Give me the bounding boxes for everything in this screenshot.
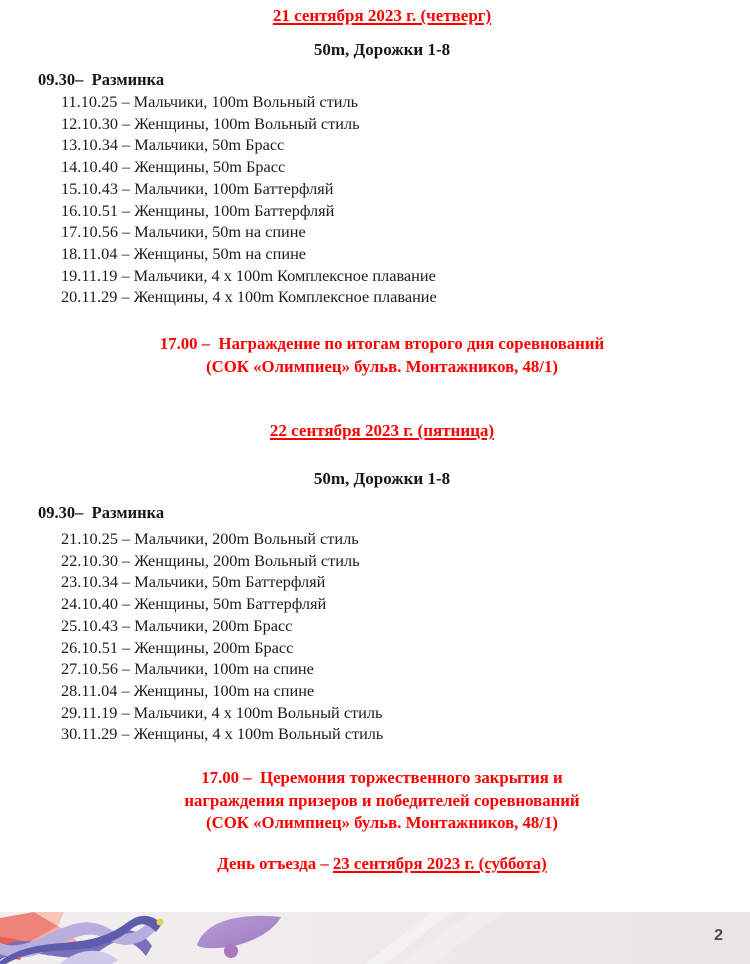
event-row: 27.10.56 – Мальчики, 100m на спине xyxy=(61,659,314,679)
ceremony-line: 17.00 – Церемония торжественного закрытия и xyxy=(201,768,563,787)
event-row: 13.10.34 – Мальчики, 50m Брасс xyxy=(61,135,285,155)
day1-warmup-line: 09.30– Разминка xyxy=(38,70,165,89)
footer-purple-dot xyxy=(224,944,238,958)
event-row: 11.10.25 – Мальчики, 100m Вольный стиль xyxy=(61,92,359,111)
event-row: 17.10.56 – Мальчики, 50m на спине xyxy=(61,222,306,242)
event-row: 14.10.40 – Женщины, 50m Брасс xyxy=(61,157,286,177)
event-row: 29.11.19 – Мальчики, 4 x 100m Вольный стиль xyxy=(61,702,383,722)
event-row: 25.10.43 – Мальчики, 200m Брасс xyxy=(61,615,293,635)
event-row: 26.10.51 – Женщины, 200m Брасс xyxy=(61,637,294,657)
day2-date-heading xyxy=(14,421,750,441)
footer-swirl-graphic xyxy=(0,912,750,964)
event-row: 12.10.30 – Женщины, 100m Вольный стиль xyxy=(61,113,360,133)
event-row: 16.10.51 – Женщины, 100m Баттерфляй xyxy=(61,200,335,220)
day1-ceremony-note xyxy=(14,333,750,378)
event-row: 21.10.25 – Мальчики, 200m Вольный стиль xyxy=(61,529,359,548)
event-row: 15.10.43 – Мальчики, 100m Баттерфляй xyxy=(61,178,334,198)
day1-date-text: 21 сентября 2023 г. (четверг) xyxy=(272,6,492,25)
day2-pool-heading: 50m, Дорожки 1-8 xyxy=(313,469,451,488)
day1-pool-heading: 50m, Дорожки 1-8 xyxy=(313,40,451,59)
event-row: 22.10.30 – Женщины, 200m Вольный стиль xyxy=(61,550,360,570)
event-row: 18.11.04 – Женщины, 50m на спине xyxy=(61,243,307,263)
footer-yellow-dot xyxy=(157,919,164,926)
event-row: 30.11.29 – Женщины, 4 x 100m Вольный стиль xyxy=(61,724,384,744)
departure-prefix: День отъезда – xyxy=(217,854,333,873)
ceremony-line: (СОК «Олимпиец» бульв. Монтажников, 48/1) xyxy=(206,813,558,833)
day2-date-text: 22 сентября 2023 г. (пятница) xyxy=(269,421,495,440)
event-row: 19.11.19 – Мальчики, 4 x 100m Комплексное плавание xyxy=(61,265,436,285)
day1-date-heading xyxy=(14,6,750,26)
day2-event-list xyxy=(61,528,383,745)
event-row: 24.10.40 – Женщины, 50m Баттерфляй xyxy=(61,594,327,614)
event-row: 28.11.04 – Женщины, 100m на спине xyxy=(61,680,315,700)
footer-decoration xyxy=(0,912,750,964)
departure-date: 23 сентября 2023 г. (суббота) xyxy=(332,854,547,873)
ceremony-line: (СОК «Олимпиец» бульв. Монтажников, 48/1) xyxy=(206,356,558,376)
event-row: 20.11.29 – Женщины, 4 x 100m Комплексное плавание xyxy=(61,287,437,307)
ceremony-line: 17.00 – Награждение по итогам второго дня соревнований xyxy=(159,334,605,353)
page-number: 2 xyxy=(714,927,723,944)
departure-note xyxy=(14,854,750,874)
day2-ceremony-note xyxy=(14,767,750,835)
day1-event-list xyxy=(61,91,437,308)
event-row: 23.10.34 – Мальчики, 50m Баттерфляй xyxy=(61,572,326,592)
day2-warmup-line: 09.30– Разминка xyxy=(38,503,165,522)
ceremony-line: награждения призеров и победителей соревнований xyxy=(184,790,580,810)
